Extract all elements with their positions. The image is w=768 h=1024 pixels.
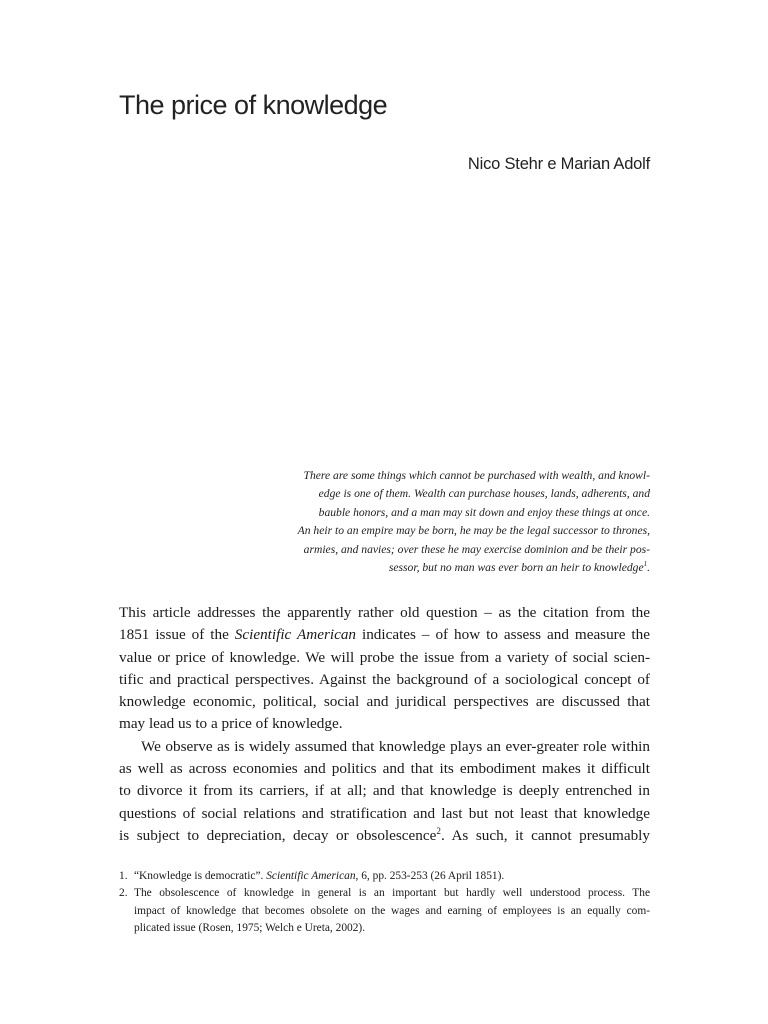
body-line: tific and practical perspectives. Against the background of a sociological concept of [119,670,650,688]
body-line: We observe as is widely assumed that knowledge plays an ever-greater role within [141,737,650,755]
body-text-run: is subject to depreciation, decay or obsolescence [119,826,437,844]
journal-title: Scientific American [234,626,357,644]
journal-title: Scientific American [266,870,356,882]
epigraph-line: bauble honors, and a man may sit down and enjoy these things at once. [318,505,650,519]
epigraph-line: There are some things which cannot be purchased with wealth, and knowl- [303,469,650,482]
body-line [119,825,650,847]
footnote-line: impact of knowledge that becomes obsolete on the wages and earning of employees is an equally com- [134,904,650,917]
body-text-run: . As such, it cannot presumably [440,826,650,844]
footnote-line: plicated issue (Rosen, 1975; Welch e Ureta, 2002). [134,921,366,934]
body-line: to divorce it from its carriers, if at all; and that knowledge is deeply entrenched in [119,782,650,800]
body-line [119,624,650,646]
epigraph-line: An heir to an empire may be born, he may be the legal successor to thrones, [297,524,650,538]
body-line: questions of social relations and stratification and last but not least that knowledge [119,804,650,822]
epigraph-line: armies, and navies; over these he may exercise dominion and be their pos- [303,542,650,556]
footnote-line: The obsolescence of knowledge in general is an important but hardly well understood process. The [134,887,650,900]
footnote-text-run: “Knowledge is democratic”. [134,870,267,882]
author-line: Nico Stehr e Marian Adolf [467,155,650,173]
footnote-text [134,885,650,937]
body-line: may lead us to a price of knowledge. [119,715,343,733]
body-line: This article addresses the apparently rather old question – as the citation from the [119,604,650,621]
footnote-2 [119,885,650,937]
body-text-run: 1851 issue of the [119,626,235,644]
epigraph-line: edge is one of them. Wealth can purchase houses, lands, adherents, and [318,487,650,501]
body-text [119,602,650,847]
body-line: knowledge economic, political, social and juridical perspectives are discussed that [119,693,650,711]
footnote-1 [119,868,650,885]
footnote-number: 2. [119,887,128,900]
body-line: as well as across economies and politics and that its embodiment makes it difficult [119,760,650,778]
body-text-run: indicates – of how to assess and measure the [356,626,650,644]
article-title: The price of knowledge [119,90,388,120]
footnote-ref[interactable]: 2 [436,825,441,836]
epigraph-line: sessor, but no man was ever born an heir to knowledge$^1$. [388,560,650,575]
epigraph [270,467,650,577]
epigraph-line-text: sessor, but no man was ever born an heir to knowledge [388,561,644,575]
footnote-text [134,868,650,885]
footnotes [119,868,650,937]
footnote-text-run: , 6, pp. 253-253 (26 April 1851). [355,870,505,882]
footnote-ref[interactable]: 1 [643,560,648,569]
footnote-number: 1. [119,870,128,882]
body-line: value or price of knowledge. We will probe the issue from a variety of social scien- [119,648,650,666]
